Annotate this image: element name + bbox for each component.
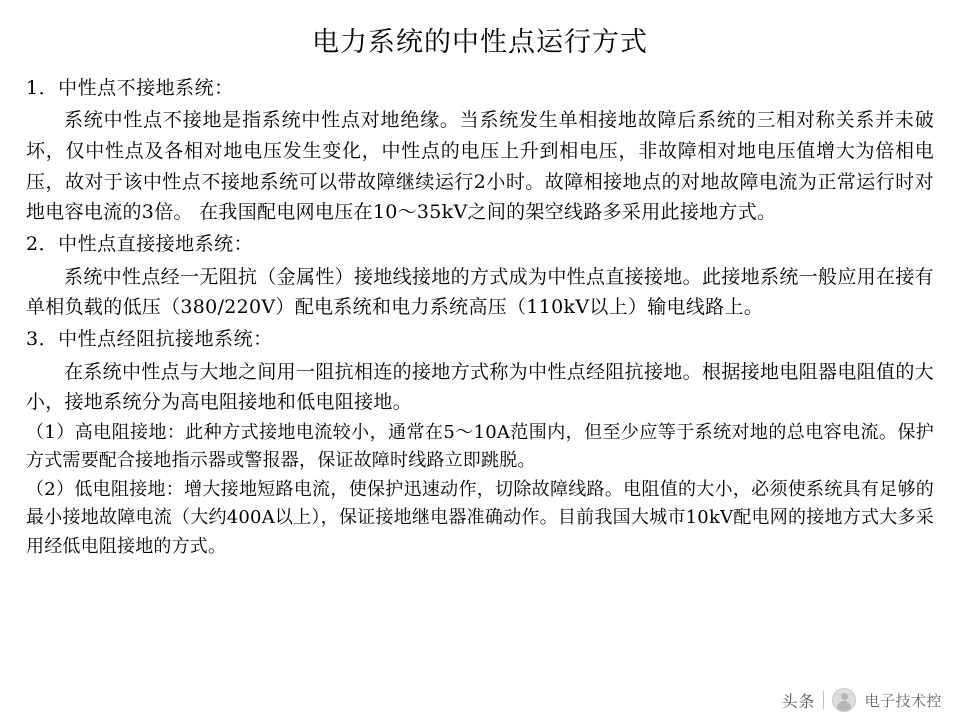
- section-3-item-2: （2）低电阻接地：增大接地短路电流，使保护迅速动作，切除故障线路。电阻值的大小，必须使系统具有足够的最小接地故障电流（大约400A以上），保证接地继电器准确动作。目前我国大城市10kV配电网的接地方式大多采用经低电阻接地的方式。: [26, 479, 934, 557]
- user-avatar-icon: [832, 688, 856, 712]
- section-2-heading: 2．中性点直接接地系统：: [26, 233, 254, 256]
- section-3-body: 在系统中性点与大地之间用一阻抗相连的接地方式称为中性点经阻抗接地。根据接地电阻器电阻值的大小，接地系统分为高电阻接地和低电阻接地。: [26, 360, 934, 414]
- section-2-body: 系统中性点经一无阻抗（金属性）接地线接地的方式成为中性点直接接地。此接地系统一般应用在接有单相负载的低压（380/220V）配电系统和电力系统高压（110kV以上）输电线路上。: [26, 265, 934, 319]
- watermark-divider: [823, 691, 824, 709]
- section-3: [26, 325, 934, 560]
- watermark-platform: 头条: [781, 691, 816, 711]
- section-2: [26, 230, 934, 323]
- page-title: 电力系统的中性点运行方式: [312, 27, 648, 58]
- section-3-item-1: （1）高电阻接地：此种方式接地电流较小，通常在5～10A范围内，但至少应等于系统对地的总电容电流。保护方式需要配合接地指示器或警报器，保证故障时线路立即跳脱。: [26, 422, 934, 472]
- watermark: [781, 688, 942, 712]
- watermark-account: 电子技术控: [864, 691, 942, 710]
- section-3-heading: 3．中性点经阻抗接地系统：: [26, 328, 273, 351]
- section-1-body: 系统中性点不接地是指系统中性点对地绝缘。当系统发生单相接地故障后系统的三相对称关系并未破坏，仅中性点及各相对地电压发生变化，中性点的电压上升到相电压，非故障相对地电压值增大为倍相电压，故对于该中性点不接地系统可以带故障继续运行2小时。故障相接地点的对地故障电流为正常运行时对地电容电流的3倍。 在我国配电网电压在10～35kV之间的架空线路多采用此接地方式。: [26, 109, 934, 224]
- section-1: [26, 74, 934, 229]
- section-1-heading: 1．中性点不接地系统：: [26, 76, 234, 99]
